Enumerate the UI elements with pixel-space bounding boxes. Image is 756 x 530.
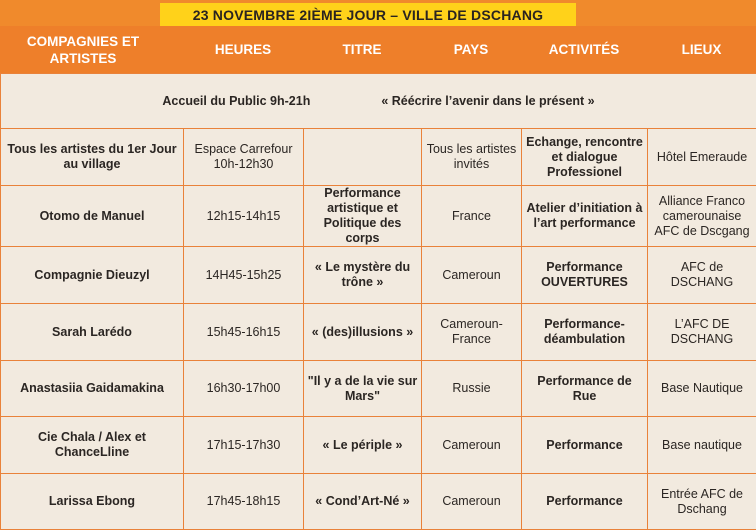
- hours-cell: 14H45-15h25: [184, 247, 304, 304]
- hours-cell: 17h45-18h15: [184, 474, 304, 530]
- table-row: [1, 361, 756, 417]
- activity-cell: Performance: [522, 474, 648, 530]
- activity-cell: Performance de Rue: [522, 361, 648, 417]
- place-cell: Entrée AFC de Dschang: [648, 474, 756, 530]
- hours-cell: 17h15-17h30: [184, 417, 304, 474]
- activity-cell: Performance OUVERTURES: [522, 247, 648, 304]
- place-cell: AFC de DSCHANG: [648, 247, 756, 304]
- hours-cell: 15h45-16h15: [184, 304, 304, 361]
- table-row: [1, 417, 756, 474]
- artist-cell: Compagnie Dieuzyl: [1, 247, 184, 304]
- welcome-motto: « Réécrire l’avenir dans le présent »: [381, 94, 594, 109]
- welcome-hours: Accueil du Public 9h-21h: [162, 94, 310, 109]
- title-cell: « Le mystère du trône »: [304, 247, 422, 304]
- country-cell: Cameroun: [422, 247, 522, 304]
- place-cell: L’AFC DE DSCHANG: [648, 304, 756, 361]
- table-header: [0, 26, 756, 73]
- place-cell: Base Nautique: [648, 361, 756, 417]
- place-cell: Base nautique: [648, 417, 756, 474]
- hours-cell: 16h30-17h00: [184, 361, 304, 417]
- page-title: 23 NOVEMBRE 2IÈME JOUR – VILLE DE DSCHANG: [160, 3, 576, 27]
- table-row: [1, 186, 756, 247]
- welcome-row: [1, 74, 756, 129]
- title-cell: Performance artistique et Politique des corps: [304, 186, 422, 247]
- artist-cell: Otomo de Manuel: [1, 186, 184, 247]
- activity-cell: Atelier d’initiation à l’art performance: [522, 186, 648, 247]
- header-places: LIEUX: [647, 26, 756, 73]
- header-artists: COMPAGNIES ET ARTISTES: [0, 26, 166, 73]
- artist-cell: Tous les artistes du 1er Jour au village: [1, 129, 184, 186]
- hours-cell: 12h15-14h15: [184, 186, 304, 247]
- country-cell: Tous les artistes invités: [422, 129, 522, 186]
- title-cell: "Il y a de la vie sur Mars": [304, 361, 422, 417]
- header-country: PAYS: [421, 26, 521, 73]
- title-cell: « Cond’Art-Né »: [304, 474, 422, 530]
- place-cell: Alliance Franco camerounaise AFC de Dscgang: [648, 186, 756, 247]
- country-cell: France: [422, 186, 522, 247]
- activity-cell: Echange, rencontre et dialogue Professionel: [522, 129, 648, 186]
- table-row: [1, 247, 756, 304]
- activity-cell: Performance: [522, 417, 648, 474]
- artist-cell: Anastasiia Gaidamakina: [1, 361, 184, 417]
- country-cell: Russie: [422, 361, 522, 417]
- table-row: [1, 129, 756, 186]
- header-activities: ACTIVITÉS: [521, 26, 647, 73]
- artist-cell: Cie Chala / Alex et ChanceLline: [1, 417, 184, 474]
- table-row: [1, 474, 756, 530]
- country-cell: Cameroun: [422, 417, 522, 474]
- place-cell: Hôtel Emeraude: [648, 129, 756, 186]
- table-row: [1, 304, 756, 361]
- country-cell: Cameroun-France: [422, 304, 522, 361]
- header-hours: HEURES: [183, 26, 303, 73]
- schedule-table: [0, 73, 756, 530]
- welcome-cell: [1, 74, 756, 129]
- title-cell: « (des)illusions »: [304, 304, 422, 361]
- title-cell: « Le périple »: [304, 417, 422, 474]
- title-cell: [304, 129, 422, 186]
- activity-cell: Performance-déambulation: [522, 304, 648, 361]
- artist-cell: Larissa Ebong: [1, 474, 184, 530]
- country-cell: Cameroun: [422, 474, 522, 530]
- hours-cell: Espace Carrefour 10h-12h30: [184, 129, 304, 186]
- artist-cell: Sarah Larédo: [1, 304, 184, 361]
- header-title: TITRE: [303, 26, 421, 73]
